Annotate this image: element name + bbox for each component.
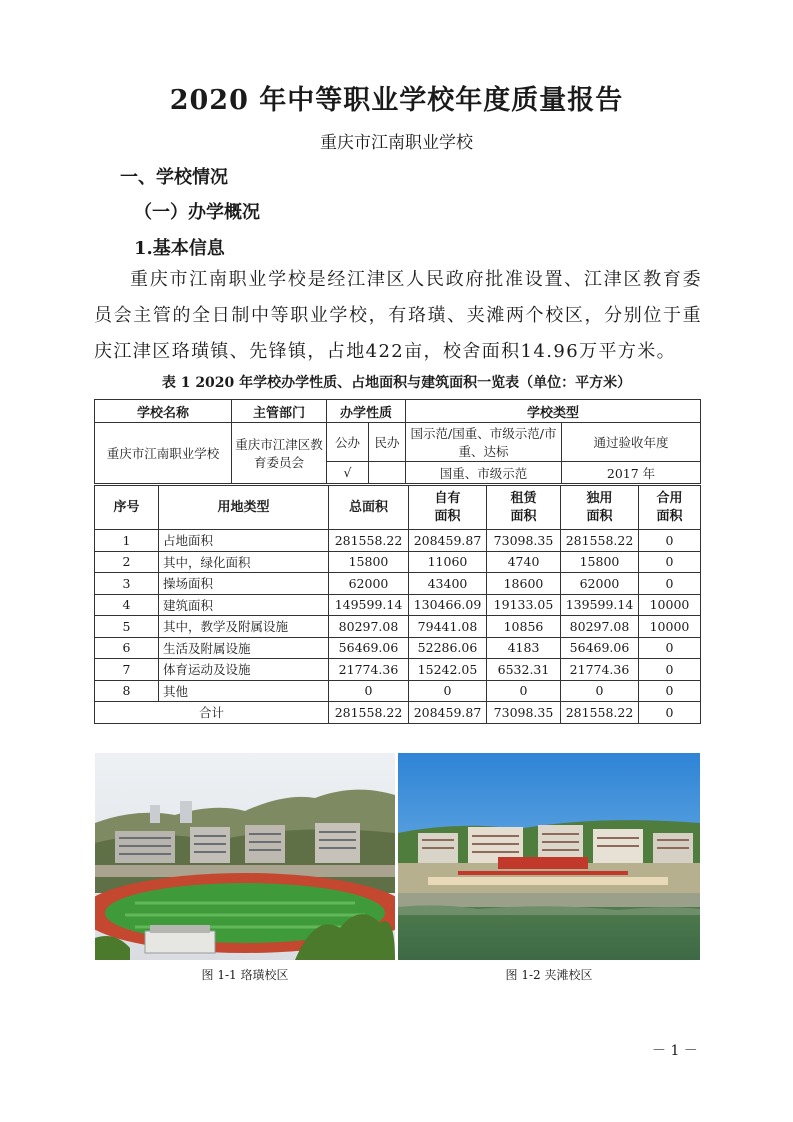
row-land-type: 其中，教学及附属设施 bbox=[159, 616, 329, 638]
row-land-type: 体育运动及设施 bbox=[159, 659, 329, 681]
row-seq: 5 bbox=[95, 616, 159, 638]
row-land-type: 生活及附属设施 bbox=[159, 637, 329, 659]
page-number: － 1 － bbox=[652, 1043, 698, 1059]
header-own-area bbox=[409, 486, 487, 530]
row-shared-area: 10000 bbox=[639, 594, 701, 616]
header-rent-area bbox=[487, 486, 561, 530]
jiatan-campus-photo bbox=[398, 753, 700, 960]
area-table bbox=[94, 485, 701, 724]
sum-label: 合计 bbox=[95, 702, 329, 724]
header-department: 主管部门 bbox=[232, 400, 327, 423]
row-shared-area: 0 bbox=[639, 680, 701, 702]
header-school-type: 学校类型 bbox=[406, 400, 701, 423]
row-seq: 6 bbox=[95, 637, 159, 659]
row-shared-area: 0 bbox=[639, 659, 701, 681]
row-shared-area: 10000 bbox=[639, 616, 701, 638]
row-own-area: 130466.09 bbox=[409, 594, 487, 616]
row-own-area: 208459.87 bbox=[409, 530, 487, 552]
school-info-table bbox=[94, 399, 701, 484]
school-name-cell: 重庆市江南职业学校 bbox=[95, 423, 232, 484]
figure-caption-2: 图 1-2 夹滩校区 bbox=[505, 968, 593, 982]
header-total-area: 总面积 bbox=[329, 486, 409, 530]
table-row bbox=[95, 659, 701, 681]
table-row bbox=[95, 594, 701, 616]
header-excl-line2: 面积 bbox=[586, 508, 613, 524]
row-exclusive-area: 139599.14 bbox=[561, 594, 639, 616]
acceptance-year-label: 通过验收年度 bbox=[562, 423, 701, 462]
private-label: 民办 bbox=[369, 423, 406, 462]
luohuang-campus-photo bbox=[95, 753, 395, 960]
header-shared-area bbox=[639, 486, 701, 530]
sum-rent: 73098.35 bbox=[487, 702, 561, 724]
row-exclusive-area: 15800 bbox=[561, 551, 639, 573]
row-land-type: 其他 bbox=[159, 680, 329, 702]
row-total-area: 56469.06 bbox=[329, 637, 409, 659]
department-cell: 重庆市江津区教育委员会 bbox=[232, 423, 327, 484]
table-row bbox=[95, 530, 701, 552]
row-own-area: 43400 bbox=[409, 573, 487, 595]
header-seq: 序号 bbox=[95, 486, 159, 530]
row-rent-area: 73098.35 bbox=[487, 530, 561, 552]
header-nature: 办学性质 bbox=[327, 400, 406, 423]
row-rent-area: 10856 bbox=[487, 616, 561, 638]
row-own-area: 79441.08 bbox=[409, 616, 487, 638]
row-own-area: 11060 bbox=[409, 551, 487, 573]
row-own-area: 0 bbox=[409, 680, 487, 702]
header-own-line2: 面积 bbox=[434, 508, 461, 524]
campus-photo-illustration bbox=[398, 753, 700, 960]
table-caption: 表 1 2020 年学校办学性质、占地面积与建筑面积一览表（单位：平方米） bbox=[161, 375, 632, 391]
row-total-area: 62000 bbox=[329, 573, 409, 595]
row-land-type: 建筑面积 bbox=[159, 594, 329, 616]
row-rent-area: 4183 bbox=[487, 637, 561, 659]
intro-paragraph: 重庆市江南职业学校是经江津区人民政府批准设置、江津区教育委员会主管的全日制中等职业学校，有珞璜、夹滩两个校区，分别位于重庆江津区珞璜镇、先锋镇，占地422亩，校舍面积14.96万平方米。 bbox=[94, 269, 702, 362]
private-check-mark bbox=[369, 462, 406, 484]
row-seq: 3 bbox=[95, 573, 159, 595]
section-heading-1: 一、学校情况 bbox=[120, 167, 228, 188]
sum-exclusive: 281558.22 bbox=[561, 702, 639, 724]
row-total-area: 15800 bbox=[329, 551, 409, 573]
row-seq: 7 bbox=[95, 659, 159, 681]
table-row bbox=[95, 680, 701, 702]
row-exclusive-area: 21774.36 bbox=[561, 659, 639, 681]
table-row bbox=[95, 616, 701, 638]
school-name-subtitle: 重庆市江南职业学校 bbox=[320, 133, 473, 153]
row-shared-area: 0 bbox=[639, 637, 701, 659]
row-exclusive-area: 80297.08 bbox=[561, 616, 639, 638]
row-exclusive-area: 62000 bbox=[561, 573, 639, 595]
sum-shared: 0 bbox=[639, 702, 701, 724]
header-rent-line2: 面积 bbox=[510, 508, 537, 524]
public-label: 公办 bbox=[327, 423, 369, 462]
row-own-area: 15242.05 bbox=[409, 659, 487, 681]
type-category-label: 国示范/国重、市级示范/市重、达标 bbox=[406, 423, 562, 462]
header-shared-line1: 合用 bbox=[656, 490, 683, 506]
header-own-line1: 自有 bbox=[434, 490, 461, 506]
row-rent-area: 0 bbox=[487, 680, 561, 702]
header-excl-line1: 独用 bbox=[586, 490, 613, 506]
row-exclusive-area: 0 bbox=[561, 680, 639, 702]
row-shared-area: 0 bbox=[639, 573, 701, 595]
public-check-mark: √ bbox=[327, 462, 369, 484]
header-rent-line1: 租赁 bbox=[510, 490, 537, 506]
acceptance-year-value: 2017 年 bbox=[562, 462, 701, 484]
row-rent-area: 4740 bbox=[487, 551, 561, 573]
row-shared-area: 0 bbox=[639, 551, 701, 573]
row-total-area: 149599.14 bbox=[329, 594, 409, 616]
campus-photo-illustration bbox=[95, 753, 395, 960]
report-title: 2020 年中等职业学校年度质量报告 bbox=[169, 85, 624, 116]
type-category-value: 国重、市级示范 bbox=[406, 462, 562, 484]
row-total-area: 0 bbox=[329, 680, 409, 702]
row-seq: 1 bbox=[95, 530, 159, 552]
section-heading-1-1: （一）办学概况 bbox=[134, 202, 260, 223]
header-shared-line2: 面积 bbox=[656, 508, 683, 524]
row-seq: 4 bbox=[95, 594, 159, 616]
figure-caption-1: 图 1-1 珞璜校区 bbox=[201, 968, 289, 982]
row-land-type: 占地面积 bbox=[159, 530, 329, 552]
sum-own: 208459.87 bbox=[409, 702, 487, 724]
row-total-area: 21774.36 bbox=[329, 659, 409, 681]
row-seq: 2 bbox=[95, 551, 159, 573]
row-total-area: 80297.08 bbox=[329, 616, 409, 638]
section-heading-1-1-1: 1.基本信息 bbox=[134, 238, 225, 259]
row-total-area: 281558.22 bbox=[329, 530, 409, 552]
row-rent-area: 18600 bbox=[487, 573, 561, 595]
table-row bbox=[95, 551, 701, 573]
row-own-area: 52286.06 bbox=[409, 637, 487, 659]
sum-total: 281558.22 bbox=[329, 702, 409, 724]
header-exclusive-area bbox=[561, 486, 639, 530]
row-rent-area: 19133.05 bbox=[487, 594, 561, 616]
row-land-type: 其中，绿化面积 bbox=[159, 551, 329, 573]
row-exclusive-area: 281558.22 bbox=[561, 530, 639, 552]
row-shared-area: 0 bbox=[639, 530, 701, 552]
table-row bbox=[95, 573, 701, 595]
table-row bbox=[95, 637, 701, 659]
header-school-name: 学校名称 bbox=[95, 400, 232, 423]
row-land-type: 操场面积 bbox=[159, 573, 329, 595]
row-rent-area: 6532.31 bbox=[487, 659, 561, 681]
header-land-type: 用地类型 bbox=[159, 486, 329, 530]
row-exclusive-area: 56469.06 bbox=[561, 637, 639, 659]
row-seq: 8 bbox=[95, 680, 159, 702]
